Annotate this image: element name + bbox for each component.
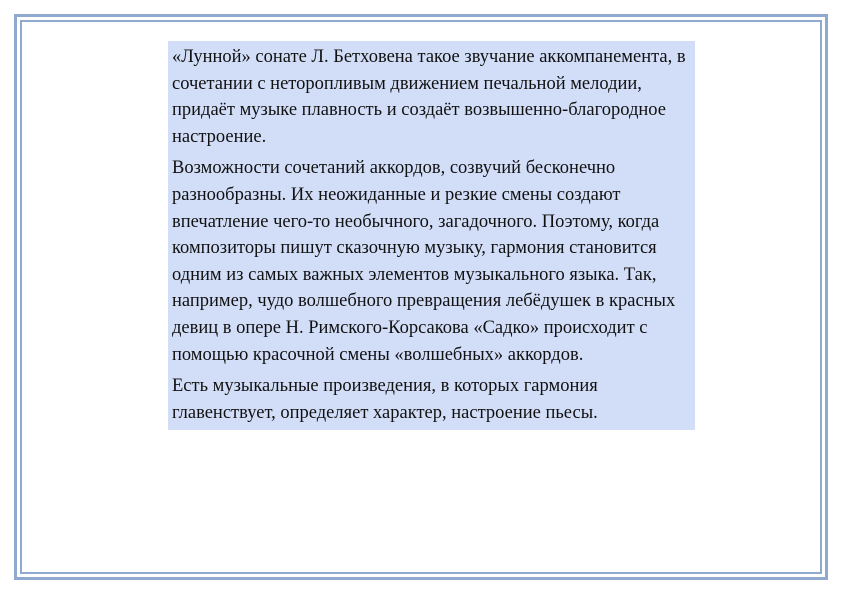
text-box xyxy=(168,41,695,430)
paragraph-harmony-dominates: Есть музыкальные произведения, в которых гармония главенствует, определяет характер, настроение пьесы. xyxy=(172,376,598,423)
paragraph-chord-combinations: Возможности сочетаний аккордов, созвучий бесконечно разнообразны. Их неожиданные и резкие смены создают впечатление чего-то необычного, загадочного. Поэтому, когда композиторы пишут сказочную музыку, гармония становится одним из самых важных элементов музыкального языка. Так, например, чудо волшебного превращения лебёдушек в красных девиц в опере Н. Римского-Корсакова «Садко» происходит с помощью красочной смены «волшебных» аккордов. xyxy=(172,158,676,365)
paragraph-moonlight-sonata: «Лунной» сонате Л. Бетховена такое звучание аккомпанемента, в сочетании с неторопливым движением печальной мелодии, придаёт музыке плавность и создаёт возвышенно-благородное настроение. xyxy=(172,47,686,147)
